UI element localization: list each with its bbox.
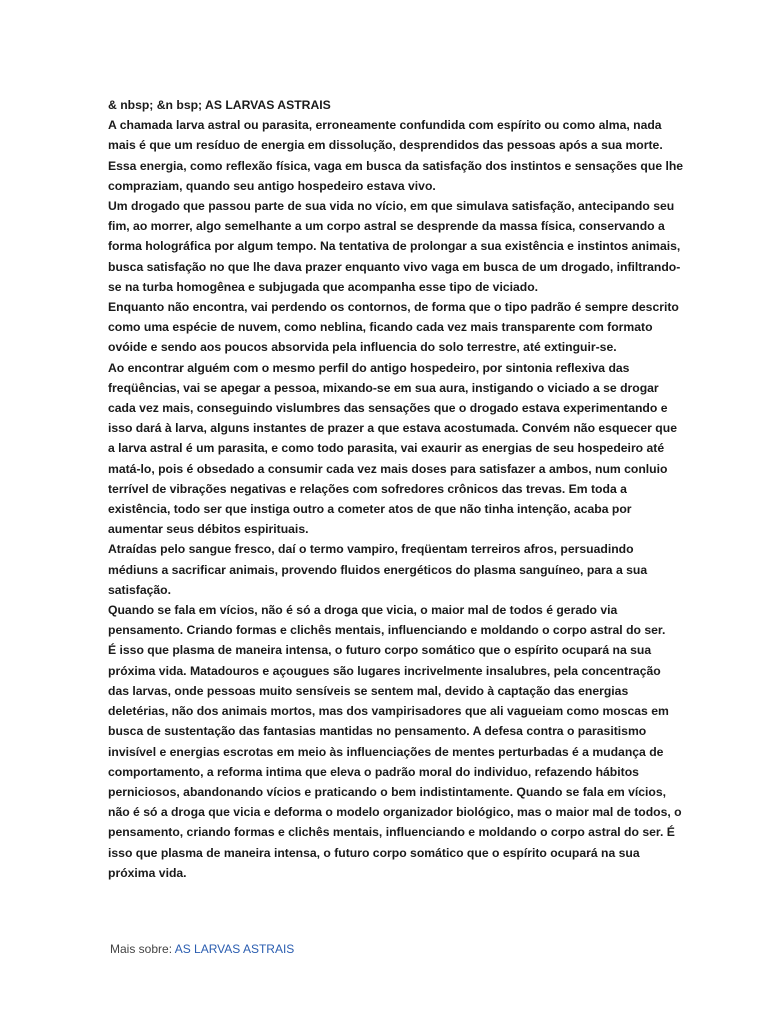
document-text-line: freqüências, vai se apegar a pessoa, mixando-se em sua aura, instigando o viciado a se drogar — [108, 380, 659, 395]
document-text-line: próxima vida. Matadouros e açougues são lugares incrivelmente insalubres, pela concentração — [108, 663, 661, 678]
document-text-line: ovóide e sendo aos poucos absorvida pela influencia do solo terrestre, até extinguir-se. — [108, 340, 617, 355]
document-text-line: aumentar seus débitos espirituais. — [108, 522, 309, 537]
document-text-line: compraziam, quando seu antigo hospedeiro estava vivo. — [108, 178, 436, 193]
document-text-line: a larva astral é um parasita, e como todo parasita, vai exaurir as energias de seu hospedeiro até — [108, 441, 665, 456]
document-text-line: Um drogado que passou parte de sua vida no vício, em que simulava satisfação, antecipando seu — [108, 199, 675, 214]
document-text-line: mais é que um resíduo de energia em dissolução, desprendidos das pessoas após a sua morte. — [108, 138, 663, 153]
more-about-link[interactable]: AS LARVAS ASTRAIS — [174, 942, 295, 956]
document-text-line: próxima vida. — [108, 865, 187, 880]
document-text-line: É isso que plasma de maneira intensa, o futuro corpo somático que o espírito ocupará na sua — [108, 643, 652, 658]
footer — [110, 942, 294, 956]
document-text-line: cada vez mais, conseguindo vislumbres das sensações que o drogado estava experimentando e — [108, 401, 668, 416]
document-text-line: pensamento, criando formas e clichês mentais, influenciando e moldando o corpo astral do ser. É — [108, 825, 675, 840]
document-text-line: busca de sustentação das fantasias mantidas no pensamento. A defesa contra o parasitismo — [108, 724, 647, 739]
document-text-line: como uma espécie de nuvem, como neblina, ficando cada vez mais transparente com formato — [108, 320, 653, 335]
document-title: & nbsp; &n bsp; AS LARVAS ASTRAIS — [108, 98, 331, 112]
document-text-line: perniciosos, abandonando vícios e praticando o bem indistintamente. Quando se fala em vícios, — [108, 784, 667, 799]
document-text-line: satisfação. — [108, 582, 172, 597]
document-text-line: A chamada larva astral ou parasita, erroneamente confundida com espírito ou como alma, nada — [108, 118, 662, 133]
document-text-line: Enquanto não encontra, vai perdendo os contornos, de forma que o tipo padrão é sempre descrito — [108, 300, 679, 315]
document-text-line: terrível de vibrações negativas e relações com sofredores crônicos das trevas. Em toda a — [108, 481, 627, 496]
document-text-line: Quando se fala em vícios, não é só a droga que vicia, o maior mal de todos é gerado via — [108, 603, 618, 618]
document-text-line: forma holográfica por algum tempo. Na tentativa de prolongar a sua existência e instintos animais, — [108, 239, 681, 254]
footer-prefix: Mais sobre: — [110, 942, 175, 956]
document-text-line: Ao encontrar alguém com o mesmo perfil do antigo hospedeiro, por sintonia reflexiva das — [108, 360, 630, 375]
document-text-line: médiuns a sacrificar animais, provendo fluidos energéticos do plasma sanguíneo, para a sua — [108, 562, 648, 577]
document-text-line: pensamento. Criando formas e clichês mentais, influenciando e moldando o corpo astral do ser. — [108, 623, 666, 638]
document-text-line: comportamento, a reforma intima que eleva o padrão moral do individuo, refazendo hábitos — [108, 764, 639, 779]
document-text-line: invisível e energias escrotas em meio às influenciações de mentes perturbadas é a mudança de — [108, 744, 664, 759]
document-text-line: deletérias, não dos animais mortos, mas dos vampirisadores que ali vagueiam como moscas em — [108, 704, 669, 719]
document-body — [108, 95, 684, 883]
document-text-line: isso que plasma de maneira intensa, o futuro corpo somático que o espírito ocupará na sua — [108, 845, 640, 860]
document-text-line: Essa energia, como reflexão física, vaga em busca da satisfação dos instintos e sensações que lhe — [108, 158, 684, 173]
document-text-line: existência, todo ser que instiga outro a cometer atos de que não tinha intenção, acaba por — [108, 502, 632, 517]
document-text-line: das larvas, onde pessoas muito sensíveis se sentem mal, devido à captação das energias — [108, 683, 629, 698]
document-text-line: matá-lo, pois é obsedado a consumir cada vez mais doses para satisfazer a ambos, num conluio — [108, 461, 668, 476]
document-text-line: Atraídas pelo sangue fresco, daí o termo vampiro, freqüentam terreiros afros, persuadindo — [108, 542, 634, 557]
document-text-line: não é só a droga que vicia e deforma o modelo organizador biológico, mas o maior mal de todos, o — [108, 805, 682, 820]
document-text-line: fim, ao morrer, algo semelhante a um corpo astral se desprende da massa física, conservando a — [108, 219, 665, 234]
document-text-line: isso dará à larva, alguns instantes de prazer a que estava acostumada. Convém não esquecer que — [108, 421, 677, 436]
document-text-line: se na turba homogênea e subjugada que acompanha esse tipo de viciado. — [108, 279, 539, 294]
document-text-line: busca satisfação no que lhe dava prazer enquanto vivo vaga em busca de um drogado, infiltrando- — [108, 259, 681, 274]
